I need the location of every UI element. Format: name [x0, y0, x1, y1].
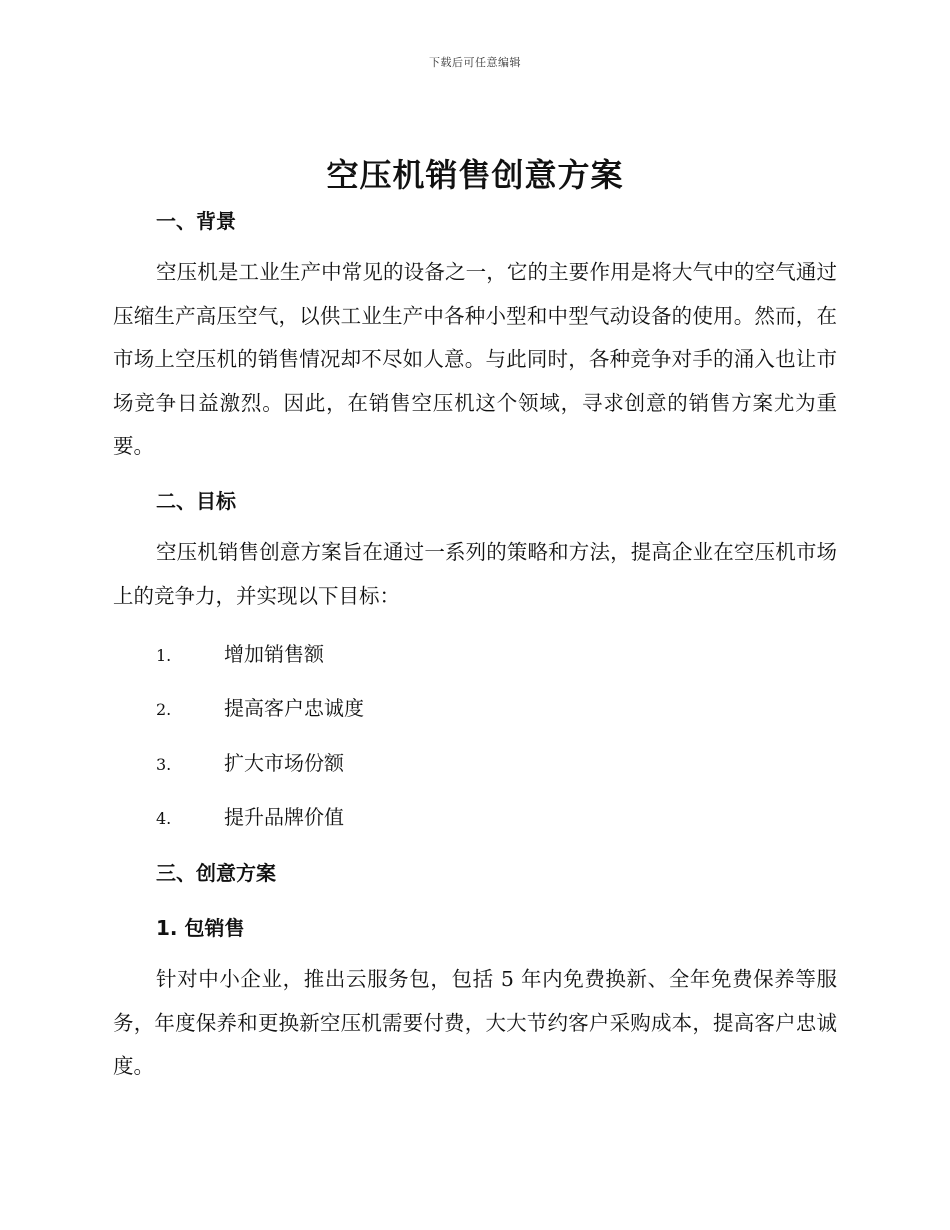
plan-paragraph: 针对中小企业，推出云服务包，包括 5 年内免费换新、全年免费保养等服务，年度保养和更换新空压机需要付费，大大节约客户采购成本，提高客户忠诚度。 [113, 967, 837, 1078]
list-number: 4. [156, 809, 172, 828]
document-title: 空压机销售创意方案 [326, 156, 624, 194]
header-note: 下载后可任意编辑 [429, 56, 521, 69]
list-number: 1. [156, 646, 172, 665]
section-heading-plan: 三、创意方案 [156, 861, 276, 885]
goals-paragraph: 空压机销售创意方案旨在通过一系列的策略和方法，提高企业在空压机市场上的竞争力，并实现以下目标： [113, 540, 837, 608]
background-paragraph: 空压机是工业生产中常见的设备之一，它的主要作用是将大气中的空气通过压缩生产高压空气，以供工业生产中各种小型和中型气动设备的使用。然而，在市场上空压机的销售情况却不尽如人意。与此同时，各种竞争对手的涌入也让市场竞争日益激烈。因此，在销售空压机这个领域，寻求创意的销售方案尤为重要。 [113, 260, 837, 458]
list-text: 提高客户忠诚度 [224, 696, 364, 720]
goal-list-item [156, 747, 344, 776]
section-heading-background: 一、背景 [156, 209, 236, 233]
goal-list-item [156, 692, 364, 721]
list-text: 提升品牌价值 [224, 805, 344, 829]
section-heading-goals: 二、目标 [156, 489, 236, 513]
list-number: 3. [156, 755, 172, 774]
goal-list-item [156, 638, 324, 667]
goal-list-item [156, 801, 344, 830]
list-text: 扩大市场份额 [224, 751, 344, 775]
sub-heading-package-sales: 1. 包销售 [156, 916, 245, 940]
list-number: 2. [156, 700, 172, 719]
list-text: 增加销售额 [224, 642, 324, 666]
